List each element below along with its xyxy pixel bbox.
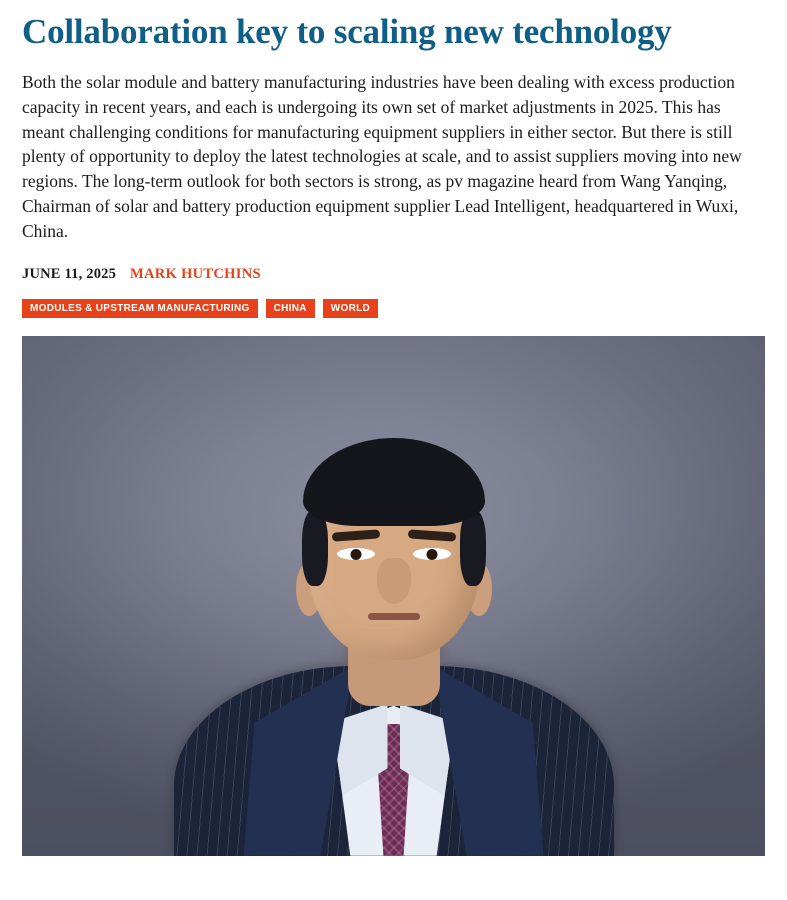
eye-right — [413, 548, 451, 560]
nose — [377, 558, 411, 604]
hair-side-left — [302, 510, 328, 586]
tag-world[interactable]: WORLD — [323, 299, 378, 318]
mouth — [368, 613, 420, 620]
pupil-right — [426, 549, 437, 560]
page-title: Collaboration key to scaling new technology — [22, 12, 672, 51]
eye-left — [337, 548, 375, 560]
article-hero-photo — [22, 336, 765, 856]
portrait-figure — [22, 436, 765, 856]
article-standfirst: Both the solar module and battery manufacturing industries have been dealing with excess production capacity in recent years, and each is undergoing its own set of market adjustments in 2025. This has meant challenging conditions for manufacturing equipment suppliers in either sector. But there is still plenty of opportunity to deploy the latest technologies at scale, and to assist suppliers moving into new regions. The long-term outlook for both sectors is strong, as pv magazine heard from Wang Yanqing, Chairman of solar and battery production equipment supplier Lead Intelligent, headquartered in Wuxi, China. — [22, 71, 742, 241]
author-link[interactable]: MARK HUTCHINS — [130, 265, 261, 282]
tag-list — [22, 299, 765, 318]
byline — [22, 266, 765, 283]
hair — [303, 438, 485, 526]
tag-china[interactable]: CHINA — [266, 299, 315, 318]
pupil-left — [350, 549, 361, 560]
hair-side-right — [460, 510, 486, 586]
publish-date: JUNE 11, 2025 — [22, 265, 117, 282]
tag-modules-upstream-manufacturing[interactable]: MODULES & UPSTREAM MANUFACTURING — [22, 299, 258, 318]
